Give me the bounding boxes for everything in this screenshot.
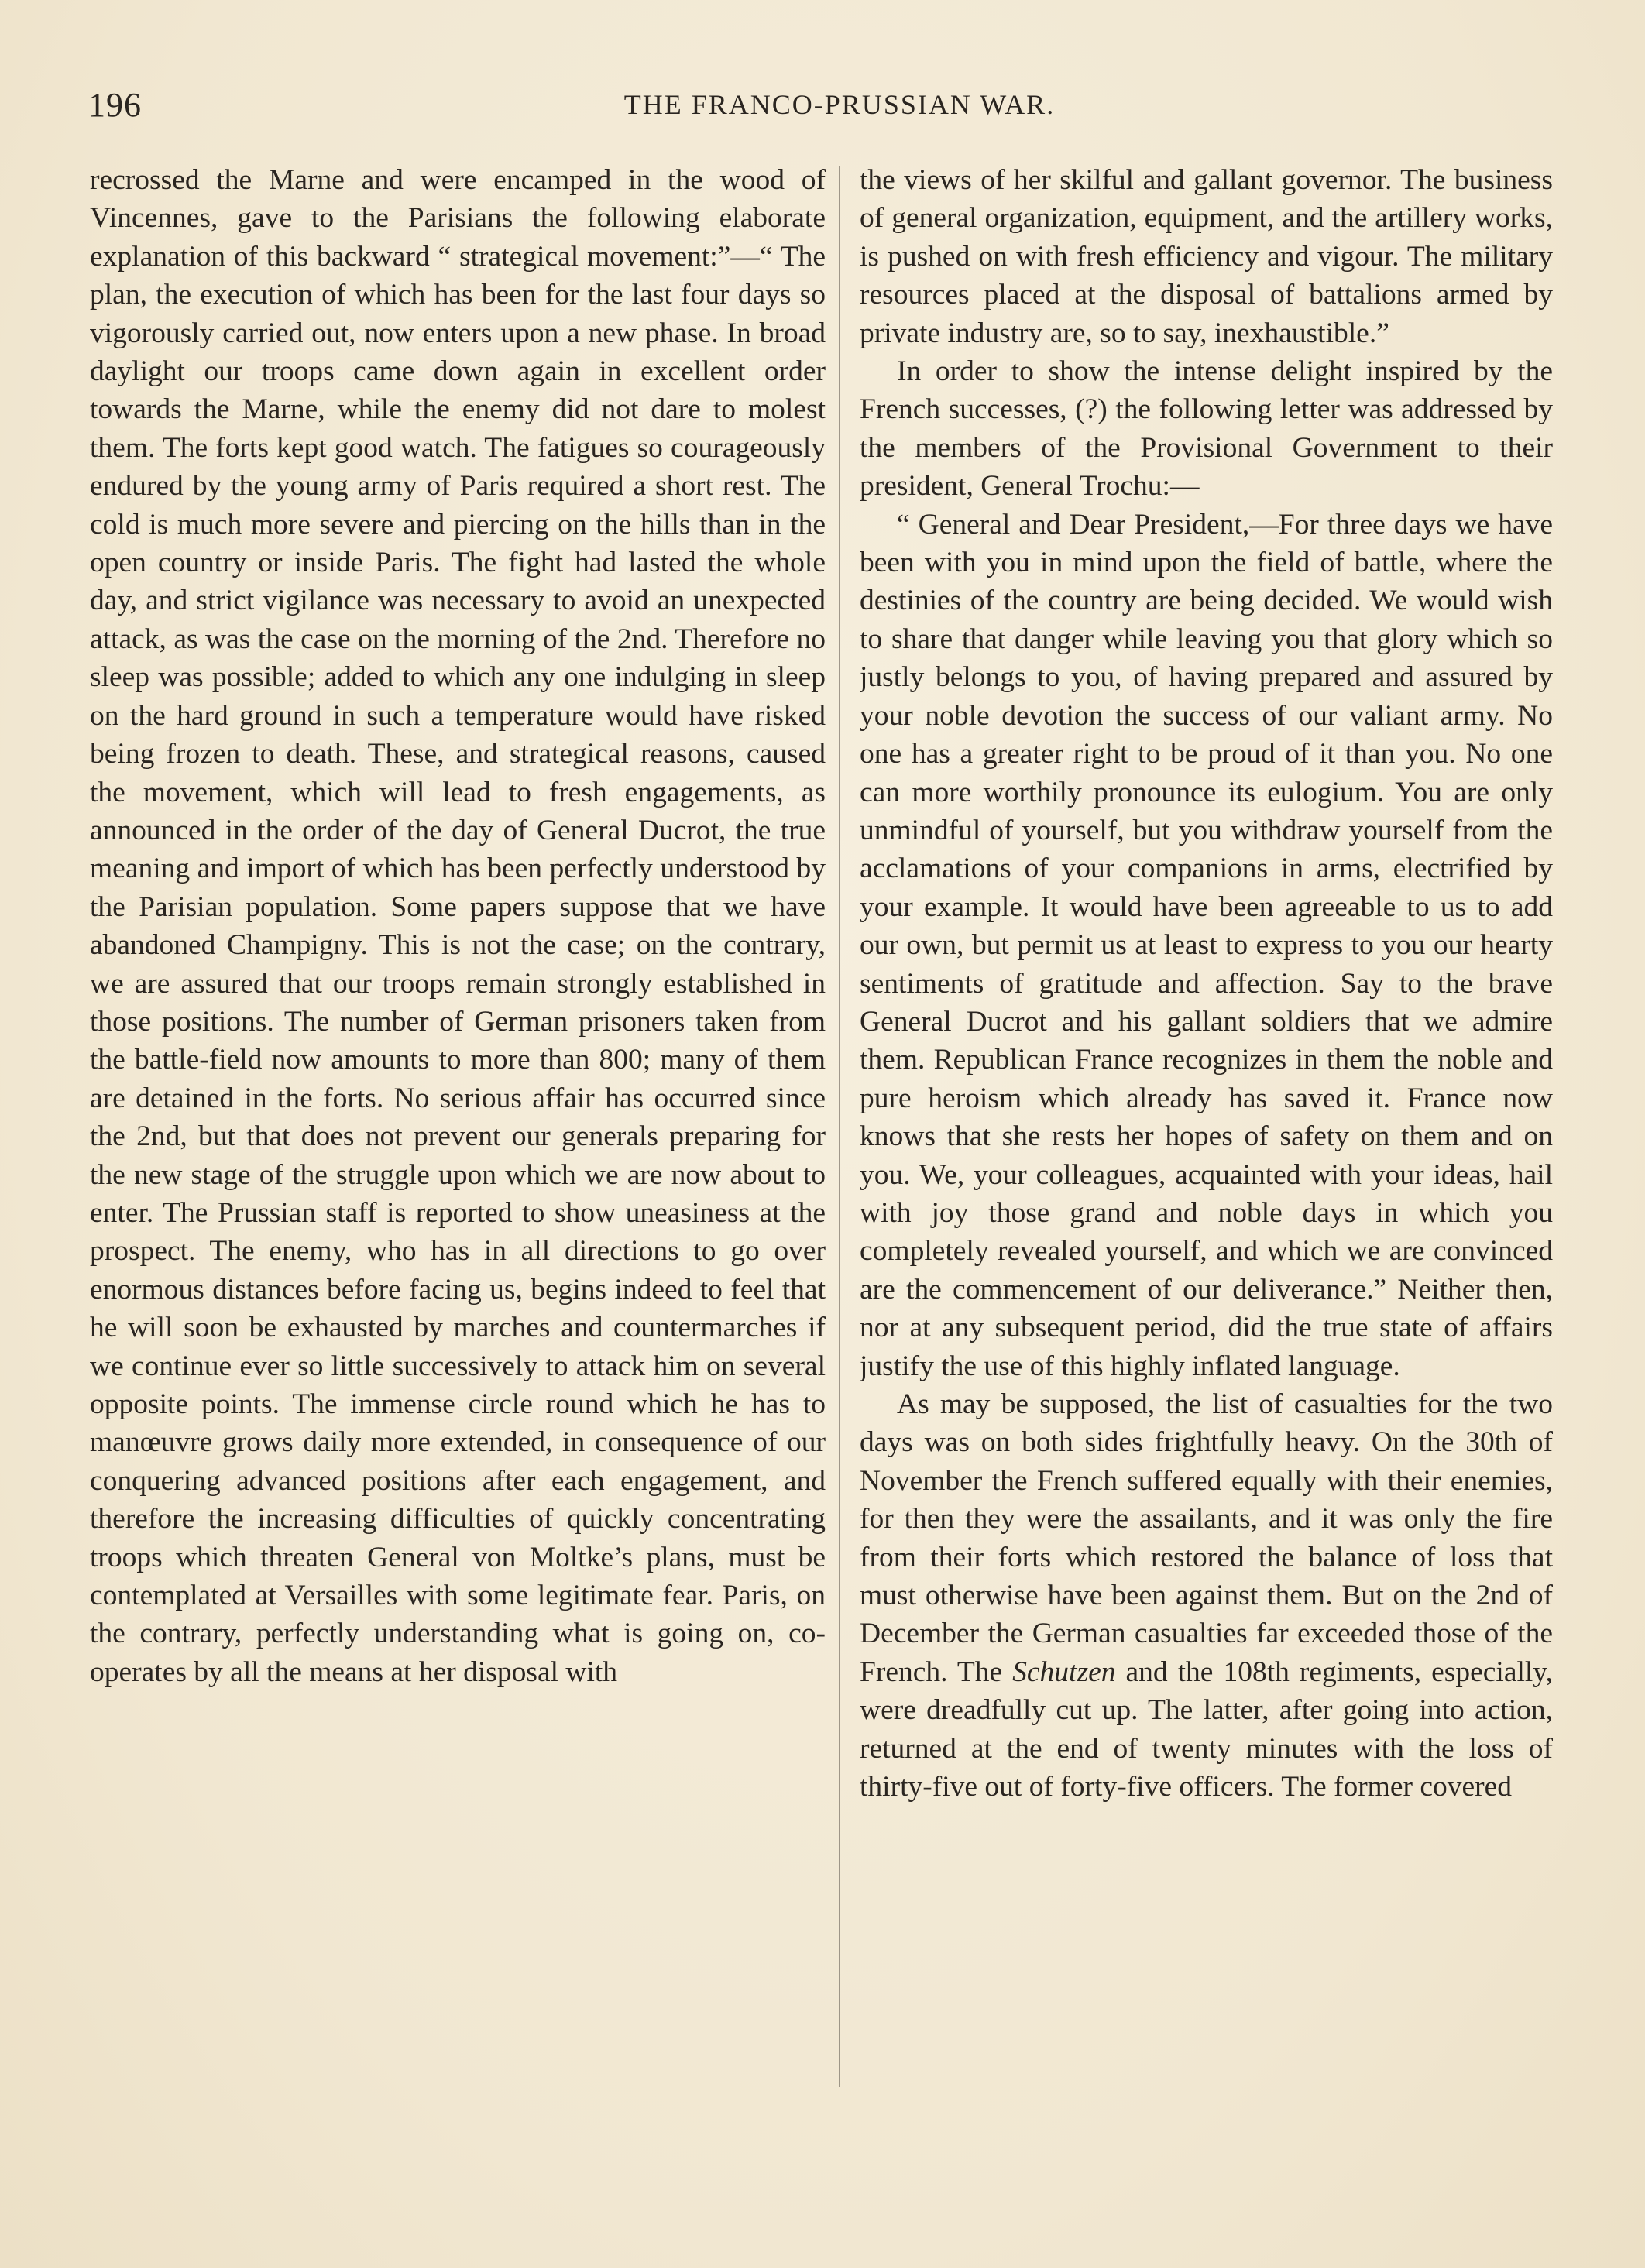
paragraph: In order to show the intense delight inspired by the French successes, (?) the following letter was addressed by the members of the Provisional Government to their president, General Trochu:— (860, 355, 1553, 503)
letter-paragraph: “ General and Dear President,—For three days we have been with you in mind upon the field of battle, where the destinies of the country are being decided. We would wish to share that danger while leaving you that glory which so justly belongs to you, of having prepared and assured by your noble devotion the success of our valiant army. No one has a greater right to be proud of it than you. No one can more worthily pronounce its eulogium. You are only unmindful of yourself, but you withdraw yourself from the acclamations of your companions in arms, electrified by your example. It would have been agreeable to us to add our own, but permit us at least to express to you our hearty sentiments of gratitude and affection. Say to the brave General Ducrot and his gallant soldiers that we admire them. Republican France recognizes in them the noble and pure heroism which already has saved it. France now knows that she rests her hopes of safety on them and on you. We, your colleagues, acquainted with your ideas, hail with joy those grand and noble days in which you completely revealed yourself, and which we are convinced are the commencement of our deliverance.” Neither then, nor at any subsequent period, did the true state of affairs justify the use of this highly inflated language. (860, 508, 1553, 1382)
left-column (90, 161, 826, 2143)
page-number: 196 (88, 86, 142, 124)
paragraph-text: and the 108th regiments, especially, were dreadfully cut up. The latter, after going into action, returned at the end of twenty minutes with the loss of thirty-five out of forty-five officers. The former covered (860, 1656, 1553, 1803)
running-head (88, 85, 1560, 132)
paragraph: recrossed the Marne and were encamped in the wood of Vincennes, gave to the Parisians the following elaborate explanation of this backward “ strategical movement:”—“ The plan, the execution of which has been for the last four days so vigorously carried out, now enters upon a new phase. In broad daylight our troops came down again in excellent order towards the Marne, while the enemy did not dare to molest them. The forts kept good watch. The fatigues so courageously endured by the young army of Paris required a short rest. The cold is much more severe and piercing on the hills than in the open country or inside Paris. The fight had lasted the whole day, and strict vigilance was necessary to avoid an unexpected attack, as was the case on the morning of the 2nd. Therefore no sleep was possible; added to which any one indulging in sleep on the hard ground in such a temperature would have risked being frozen to death. These, and strategical reasons, caused the movement, which will lead to fresh engagements, as announced in the order of the day of General Ducrot, the true meaning and import of which has been perfectly understood by the Parisian population. Some papers suppose that we have abandoned Champigny. This is not the case; on the contrary, we are assured that our troops remain strongly established in those positions. The number of German prisoners taken from the battle-field now amounts to more than 800; many of them are detained in the forts. No serious affair has occurred since the 2nd, but that does not prevent our generals preparing for the new stage of the struggle upon which we are now about to enter. The Prussian staff is reported to show uneasiness at the prospect. The enemy, who has in all directions to go over enormous distances before facing us, begins indeed to feel that he will soon be exhausted by marches and countermarches if we continue ever so little successively to attack him on several opposite points. The immense circle round which he has to manœuvre grows daily more extended, in consequence of our conquering advanced positions after each engagement, and therefore the increasing difficulties of quickly concentrating troops which threaten General von Moltke’s plans, must be contemplated at Versailles with some legitimate fear. Paris, on the contrary, perfectly understanding what is going on, co-operates by all the means at her disposal with (90, 164, 826, 1688)
italic-term: Schutzen (1012, 1656, 1116, 1688)
right-column (860, 161, 1553, 2143)
paragraph (860, 1385, 1553, 1806)
paragraph-text: As may be supposed, the list of casualties for the two days was on both sides frightfully heavy. On the 30th of November the French suffered equally with their enemies, for then they were the assailants, and it was only the fire from their forts which restored the balance of loss that must otherwise have been against them. But on the 2nd of December the German casualties far exceeded those of the French. The (860, 1388, 1553, 1688)
running-title: THE FRANCO-PRUSSIAN WAR. (623, 89, 1056, 120)
column-divider (839, 166, 840, 2087)
paragraph: the views of her skilful and gallant governor. The business of general organization, equipment, and the artillery works, is pushed on with fresh efficiency and vigour. The military resources placed at the disposal of battalions armed by private industry are, so to say, inexhaustible.” (860, 164, 1553, 349)
